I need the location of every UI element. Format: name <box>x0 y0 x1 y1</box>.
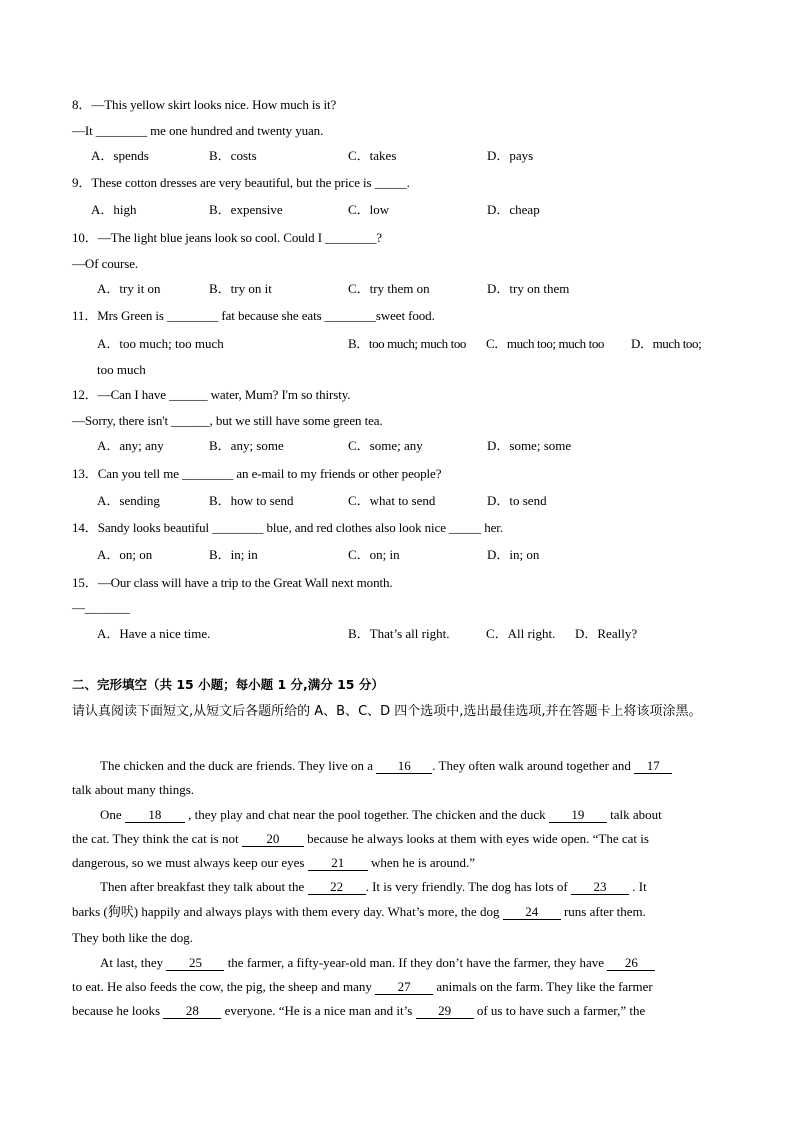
q9-option-d[interactable]: D．cheap <box>487 202 540 217</box>
question-13-line-1: 13．Can you tell me ________ an e-mail to my friends or other people? <box>72 466 442 481</box>
passage-line-8: They both like the dog. <box>72 930 193 945</box>
q9-option-c[interactable]: C．low <box>348 202 390 217</box>
question-15-line-1: 15．—Our class will have a trip to the Great Wall next month. <box>72 575 393 590</box>
blank-20[interactable]: 20 <box>242 832 304 847</box>
q12-option-d[interactable]: D．some; some <box>487 438 572 453</box>
q13-option-c[interactable]: C．what to send <box>348 493 436 508</box>
q15-option-c[interactable]: C．All right. <box>486 626 556 641</box>
blank-28[interactable]: 28 <box>163 1004 221 1019</box>
q13-option-b[interactable]: B．how to send <box>209 493 294 508</box>
passage-line-10: to eat. He also feeds the cow, the pig, the sheep and many 27 animals on the farm. They like the farmer <box>72 979 653 994</box>
question-8-line-1: 8．—This yellow skirt looks nice. How much is it? <box>72 97 337 112</box>
passage-line-6: Then after breakfast they talk about the 22 . It is very friendly. The dog has lots of 23 . It <box>100 879 647 894</box>
blank-16[interactable]: 16 <box>376 759 432 774</box>
blank-25[interactable]: 25 <box>166 956 224 971</box>
q14-option-a[interactable]: A．on; on <box>97 547 153 562</box>
q11-option-a[interactable]: A．too much; too much <box>97 336 224 351</box>
passage-line-9: At last, they 25 the farmer, a fifty-year-old man. If they don’t have the farmer, they have 26 <box>100 955 655 971</box>
q12-option-c[interactable]: C．some; any <box>348 438 423 453</box>
q15-option-b[interactable]: B．That’s all right. <box>348 626 450 641</box>
passage-line-2: talk about many things. <box>72 782 195 797</box>
section-2-heading: 二、完形填空（共 15 小题；每小题 1 分,满分 15 分） <box>72 677 384 692</box>
q8-option-a[interactable]: A．spends <box>91 148 149 163</box>
question-14-line-1: 14．Sandy looks beautiful ________ blue, and red clothes also look nice _____ her. <box>72 520 503 535</box>
q11-option-d[interactable]: D．much too; <box>631 336 702 351</box>
question-11-line-1: 11．Mrs Green is ________ fat because she eats ________sweet food. <box>72 308 435 323</box>
q12-option-a[interactable]: A．any; any <box>97 438 164 453</box>
blank-29[interactable]: 29 <box>416 1004 474 1019</box>
question-15-line-2: —_______ <box>72 600 130 615</box>
q15-option-a[interactable]: A．Have a nice time. <box>97 626 211 641</box>
blank-22[interactable]: 22 <box>308 880 366 895</box>
passage-line-4: the cat. They think the cat is not 20 because he always looks at them with eyes wide open. “The cat is <box>72 831 649 846</box>
q15-option-d[interactable]: D．Really? <box>575 626 638 641</box>
question-10-line-2: —Of course. <box>72 256 139 271</box>
blank-23[interactable]: 23 <box>571 880 629 895</box>
q8-option-b[interactable]: B．costs <box>209 148 257 163</box>
q13-option-a[interactable]: A．sending <box>97 493 160 508</box>
passage-line-11: because he looks 28 everyone. “He is a nice man and it’s 29 of us to have such a farmer,” the <box>72 1003 646 1018</box>
question-10-line-1: 10．—The light blue jeans look so cool. Could I ________? <box>72 230 382 245</box>
q12-option-b[interactable]: B．any; some <box>209 438 284 453</box>
q11-option-c[interactable]: C．much too; much too <box>486 336 605 351</box>
question-12-line-1: 12．—Can I have ______ water, Mum? I'm so thirsty. <box>72 387 351 402</box>
blank-19[interactable]: 19 <box>549 808 607 823</box>
q8-option-d[interactable]: D．pays <box>487 148 534 163</box>
blank-17[interactable]: 17 <box>634 759 672 774</box>
q9-option-b[interactable]: B．expensive <box>209 202 283 217</box>
passage-line-7: barks (狗吠) happily and always plays with them every day. What’s more, the dog 24 runs after them. <box>72 904 646 919</box>
q9-option-a[interactable]: A．high <box>91 202 137 217</box>
q14-option-d[interactable]: D．in; on <box>487 547 540 562</box>
passage-line-5: dangerous, so we must always keep our eyes 21 when he is around.” <box>72 855 475 870</box>
blank-21[interactable]: 21 <box>308 856 368 871</box>
q10-option-a[interactable]: A．try it on <box>97 281 161 296</box>
passage-line-1: The chicken and the duck are friends. They live on a 16 . They often walk around together and 17 <box>100 758 672 774</box>
blank-26[interactable]: 26 <box>607 956 655 971</box>
blank-18[interactable]: 18 <box>125 808 185 823</box>
q11-option-b[interactable]: B．too much; much too <box>348 336 467 351</box>
q11-option-d-continued[interactable]: too much <box>97 362 146 377</box>
q10-option-c[interactable]: C．try them on <box>348 281 430 296</box>
q10-option-d[interactable]: D．try on them <box>487 281 570 296</box>
blank-27[interactable]: 27 <box>375 980 433 995</box>
q8-option-c[interactable]: C．takes <box>348 148 397 163</box>
question-8-line-2: —It ________ me one hundred and twenty yuan. <box>72 123 324 138</box>
q14-option-b[interactable]: B．in; in <box>209 547 258 562</box>
question-12-line-2: —Sorry, there isn't ______, but we still have some green tea. <box>72 413 383 428</box>
passage-line-3: One 18 , they play and chat near the pool together. The chicken and the duck 19 talk about <box>100 807 662 822</box>
q13-option-d[interactable]: D．to send <box>487 493 547 508</box>
blank-24[interactable]: 24 <box>503 905 561 920</box>
section-2-instruction: 请认真阅读下面短文,从短文后各题所给的 A、B、C、D 四个选项中,选出最佳选项,并在答题卡上将该项涂黑。 <box>72 704 702 719</box>
q10-option-b[interactable]: B．try on it <box>209 281 272 296</box>
question-9-line-1: 9．These cotton dresses are very beautiful, but the price is _____. <box>72 175 410 190</box>
q14-option-c[interactable]: C．on; in <box>348 547 400 562</box>
